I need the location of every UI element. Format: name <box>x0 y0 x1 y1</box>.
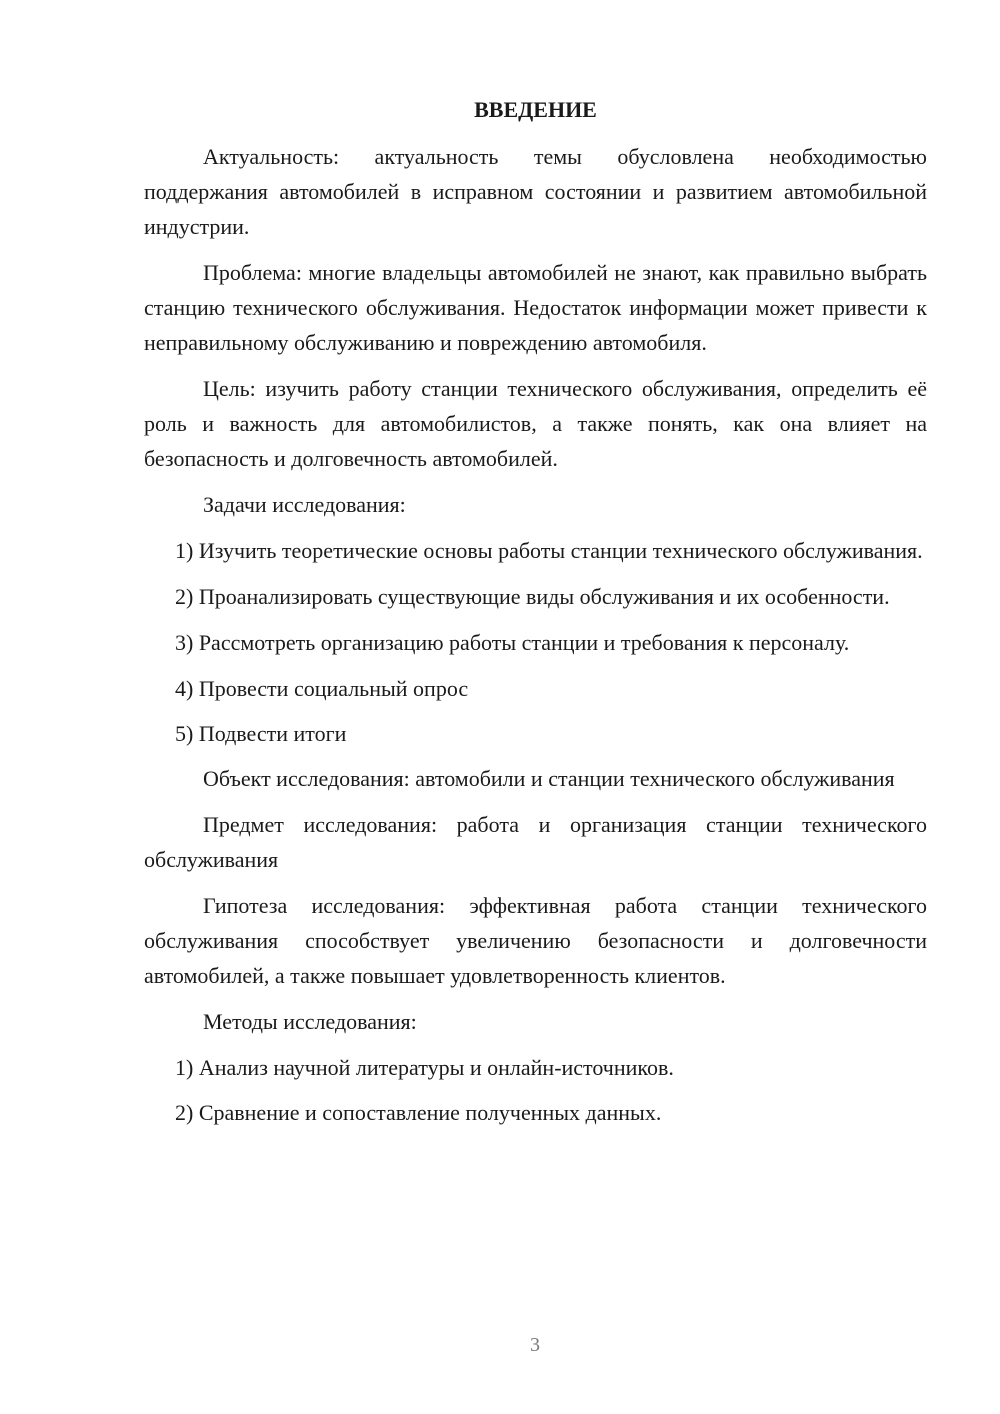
method-item: 1) Анализ научной литературы и онлайн-источников. <box>175 1055 674 1080</box>
methods-title: Методы исследования: <box>203 1009 417 1034</box>
hypothesis-paragraph: Гипотеза исследования: эффективная работа станции технического обслуживания способствует увеличению безопасности и долговечности автомобилей, а также повышает удовлетворенность клиентов. <box>144 893 927 988</box>
page-number: 3 <box>530 1334 540 1356</box>
tasks-title: Задачи исследования: <box>203 492 406 517</box>
page-content <box>144 95 927 1140</box>
subject-paragraph: Предмет исследования: работа и организация станции технического обслуживания <box>144 812 927 872</box>
object-paragraph: Объект исследования: автомобили и станции технического обслуживания <box>203 766 895 791</box>
goal-paragraph: Цель: изучить работу станции технического обслуживания, определить её роль и важность для автомобилистов, а также понять, как она влияет на безопасность и долговечность автомобилей. <box>144 376 927 471</box>
relevance-paragraph: Актуальность: актуальность темы обусловлена необходимостью поддержания автомобилей в исправном состоянии и развитием автомобильной индустрии. <box>144 144 927 239</box>
task-item: 4) Провести социальный опрос <box>175 676 469 701</box>
section-heading: ВВЕДЕНИЕ <box>474 97 597 122</box>
task-item: 5) Подвести итоги <box>175 721 347 746</box>
method-item: 2) Сравнение и сопоставление полученных данных. <box>175 1100 662 1125</box>
task-item: 1) Изучить теоретические основы работы станции технического обслуживания. <box>175 538 923 563</box>
task-item: 3) Рассмотреть организацию работы станции и требования к персоналу. <box>175 630 850 655</box>
task-item: 2) Проанализировать существующие виды обслуживания и их особенности. <box>175 584 890 609</box>
problem-paragraph: Проблема: многие владельцы автомобилей не знают, как правильно выбрать станцию технического обслуживания. Недостаток информации может привести к неправильному обслуживанию и повреждению автомобиля. <box>144 260 927 355</box>
